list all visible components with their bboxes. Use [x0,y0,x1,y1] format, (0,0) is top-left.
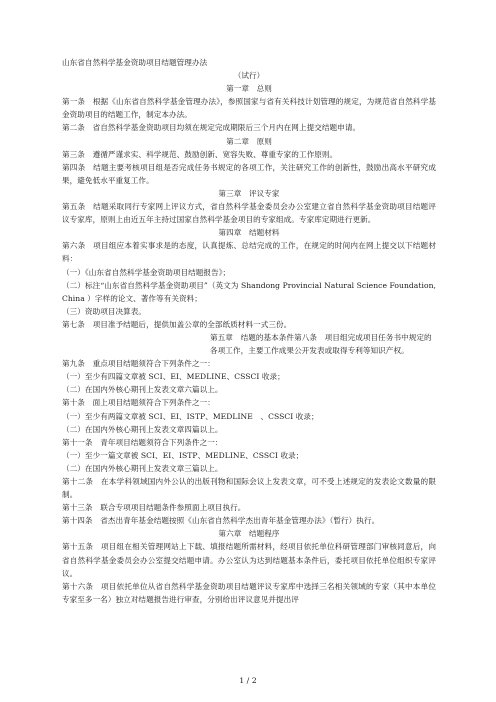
article-paragraph: 第十条 面上项目结题须符合下列条件之一： [62,398,215,408]
document-title: 山东省自然科学基金资助项目结题管理办法 [62,58,208,67]
article-paragraph: 第十四条 省杰出青年基金结题按照《山东省自然科学杰出青年基金管理办法》（暂行）执行。 [62,516,380,526]
article-paragraph: （一）至少一篇文章被 SCI、EI、ISTP、MEDLINE、CSSCI 收录； [62,450,304,460]
article-paragraph: 第九条 重点项目结题须符合下列条件之一： [62,359,215,369]
chapter-heading: 第四章 结题材料 [218,228,280,238]
document-subtitle: （试行） [233,71,265,81]
article-paragraph: （二）在国内外核心期刊上发表文章三篇以上。 [62,463,223,473]
article-paragraph: （二）在国内外核心期刊上发表文章四篇以上。 [62,424,223,434]
chapter-heading: 第六章 结题程序 [218,529,280,539]
article-paragraph: 第五条 结题采取同行专家网上评议方式，省自然科学基金委员会办公室建立省自然科学基金资助项目结题评议专家库，原则上由近五年主持过国家自然科学基金项目的专家组成。专家库定期进行更新。 [62,202,436,225]
document-body [62,82,436,606]
article-paragraph: 第一条 根据《山东省自然科学基金管理办法》，参照国家与省有关科技计划管理的规定，为规范省自然科学基金资助项目的结题工作，制定本办法。 [62,97,436,120]
article-paragraph: 第四条 结题主要考核项目组是否完成任务书规定的各项工作，关注研究工作的创新性，鼓励出高水平研究成果，避免低水平重复工作。 [62,162,436,185]
document-page [62,56,436,606]
article-paragraph: （二）在国内外核心期刊上发表文章六篇以上。 [62,385,223,395]
article-paragraph: 第六条 项目组应本着实事求是的态度，认真提炼、总结完成的工作，在规定的时间内在网上提交以下结题材料： [62,241,436,264]
article-paragraph: 第十三条 联合专项项目结题条件参照面上项目执行。 [62,503,246,513]
article-paragraph: 第十一条 青年项目结题须符合下列条件之一： [62,437,223,447]
chapter-heading: 第二章 原则 [226,136,272,146]
article-paragraph: （一）《山东省自然科学基金资助项目结题报告》； [62,267,231,277]
article-paragraph: （一）至少有两篇文章被 SCI、EI、ISTP、MEDLINE 、CSSCI 收录； [62,411,319,421]
article-paragraph: 第十五条 项目组在相关管理网站上下载、填报结题所需材料，经项目依托单位科研管理部门审核同意后，向省自然科学基金委员会办公室提交结题申请。办公室认为达到结题基本条件后，委托项目依托单位组织专家评议。 [62,542,436,578]
article-paragraph: 第七条 项目准予结题后，提供加盖公章的全部纸质材料一式三份。 [62,319,292,329]
chapter-heading-paragraph: 第五章 结题的基本条件第八条 项目组完成项目任务书中规定的各项工作，主要工作成果公开发表或取得专利等知识产权。 [210,332,432,356]
article-paragraph: 第十二条 在本学科领域国内外公认的出版刊物和国际会议上发表文章，可不受上述规定的发表论文数量的限制。 [62,477,436,500]
article-paragraph: 第十六条 项目依托单位从省自然科学基金资助项目结题评议专家库中选择三名相关领域的专家（其中本单位专家至多一名）独立对结题报告进行审查，分别给出评议意见并提出评 [62,581,436,604]
article-paragraph: （二）标注“山东省自然科学基金资助项目”（英文为 Shandong Provincial Natural Science Foundation, China ）字样的论文、著作等有关资料； [62,280,436,303]
article-paragraph: 第二条 省自然科学基金资助项目均须在规定完成期限后三个月内在网上提交结题申请。 [62,123,361,133]
article-paragraph: 第三条 遵循严谨求实、科学规范、鼓励创新、宽容失败、尊重专家的工作原则。 [62,149,338,159]
article-paragraph: （一）至少有四篇文章被 SCI、EI、MEDLINE、CSSCI 收录； [62,372,285,382]
chapter-heading: 第一章 总则 [226,84,272,94]
article-paragraph: （三）资助项目决算表。 [62,306,147,316]
page-indicator: 1 / 2 [239,676,257,685]
chapter-heading: 第三章 评议专家 [218,188,280,198]
